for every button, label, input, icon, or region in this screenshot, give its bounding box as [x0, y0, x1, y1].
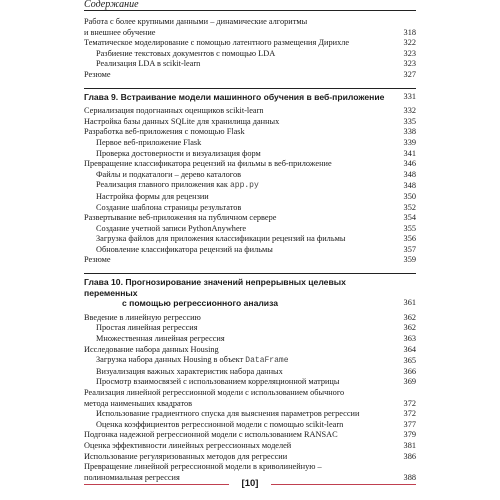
toc-entry-title: Использование регуляризованных методов для регрессии	[84, 451, 288, 461]
toc-entry-title: Настройка формы для рецензии	[96, 191, 209, 201]
toc-entry-page: 327	[403, 69, 416, 79]
toc-entry-page: 388	[403, 472, 416, 482]
toc-entry-title: Настройка базы данных SQLite для хранилища данных	[84, 116, 280, 126]
toc-entry-page: 348	[403, 169, 416, 179]
toc-entry-title: Множественная линейная регрессия	[96, 334, 225, 344]
toc-entry-title: Первое веб-приложение Flask	[96, 137, 202, 147]
toc-entry-title: Обновление классификатора рецензий на фильмы	[96, 244, 273, 254]
toc-entry-page: 322	[403, 38, 416, 48]
toc-entry	[84, 388, 416, 399]
toc-entry-page: 348	[403, 181, 416, 191]
chapter-title-row	[84, 298, 416, 309]
toc-entry	[84, 409, 416, 420]
toc-entry-page: 341	[403, 148, 416, 158]
chapter-page: 361	[403, 298, 416, 308]
toc-entry	[84, 192, 416, 203]
toc-entry	[84, 70, 416, 81]
toc-entry-page: 356	[403, 234, 416, 244]
toc-entry	[84, 170, 416, 181]
toc-entry-title: Реализация главного приложения как	[96, 180, 230, 190]
toc-entry-title: Реализация линейной регрессионной модели с использованием обычного	[84, 388, 345, 397]
toc-entry-page: 354	[403, 213, 416, 223]
toc-entry-page: 339	[403, 137, 416, 147]
toc-entry-page: 372	[403, 409, 416, 419]
chapter-9-heading	[84, 88, 416, 103]
toc-entry	[84, 462, 416, 473]
header-rule	[84, 10, 416, 11]
toc-entry-page: 359	[403, 255, 416, 265]
toc-entry-page: 338	[403, 127, 416, 137]
toc-entry-title: Оценка коэффициентов регрессионной модели с помощью scikit-learn	[96, 419, 344, 429]
toc-entry	[84, 106, 416, 117]
chapter-10-heading	[84, 273, 416, 309]
toc-entry-title: Превращение классификатора рецензий на фильмы в веб-приложение	[84, 159, 332, 169]
toc-entry	[84, 377, 416, 388]
toc-entry-page: 372	[403, 398, 416, 408]
toc-entry-page: 318	[403, 27, 416, 37]
toc-entry-title: Резюме	[84, 255, 111, 265]
toc-entry	[84, 345, 416, 356]
toc-entry-page: 386	[403, 451, 416, 461]
table-of-contents	[84, 17, 416, 483]
toc-entry-title: Использование градиентного спуска для выяснения параметров регрессии	[96, 409, 360, 419]
toc-entry-title: Создание учетной записи PythonAnywhere	[96, 223, 247, 233]
toc-entry	[84, 138, 416, 149]
chapter-title-line1: Глава 10. Прогнозирование значений непрерывных целевых переменных	[84, 277, 346, 298]
chapter-title-line2: с помощью регрессионного анализа	[122, 298, 279, 309]
page-number: [10]	[241, 478, 259, 489]
toc-entry-page: 363	[403, 334, 416, 344]
toc-entry-page: 350	[403, 191, 416, 201]
chapter-rule	[84, 273, 416, 274]
toc-entry-page: 362	[403, 323, 416, 333]
toc-entry-title: Резюме	[84, 69, 111, 79]
toc-entry-title: и внешнее обучение	[84, 27, 156, 37]
toc-entry-title: Сериализация подогнанных оценщиков scikit-learn	[84, 106, 264, 116]
toc-entry	[84, 17, 416, 28]
toc-entry-title: Развертывание веб-приложения на публичном сервере	[84, 213, 277, 223]
toc-section-top	[84, 17, 416, 81]
toc-entry	[84, 49, 416, 60]
toc-entry-page: 323	[403, 59, 416, 69]
toc-entry	[84, 452, 416, 463]
toc-entry-title: метода наименьших квадратов	[84, 398, 193, 408]
toc-entry-title: Файлы и подкаталоги – дерево каталогов	[96, 169, 242, 179]
toc-entry-page: 332	[403, 106, 416, 116]
toc-entry	[84, 334, 416, 345]
toc-entry-page: 346	[403, 159, 416, 169]
toc-entry	[84, 117, 416, 128]
toc-entry-title: Проверка достоверности и визуализация форм	[96, 148, 261, 158]
toc-entry-page: 379	[403, 430, 416, 440]
toc-entry	[84, 38, 416, 49]
toc-entry	[84, 180, 416, 192]
toc-entry-title: Оценка эффективности линейных регрессионных моделей	[84, 440, 292, 450]
chapter-title-row	[84, 92, 416, 103]
toc-entry	[84, 234, 416, 245]
toc-entry-page: 365	[403, 356, 416, 366]
chapter-title: Глава 9. Встраивание модели машинного обучения в веб-приложение	[84, 91, 385, 102]
toc-entry	[84, 28, 416, 39]
toc-entry	[84, 59, 416, 70]
toc-entry-page: 352	[403, 202, 416, 212]
toc-entry-code: app.py	[229, 181, 259, 191]
toc-entry-page: 362	[403, 312, 416, 322]
toc-entry-page: 366	[403, 366, 416, 376]
toc-entry	[84, 245, 416, 256]
chapter-rule	[84, 88, 416, 89]
running-head: Содержание	[84, 0, 139, 10]
toc-entry	[84, 203, 416, 214]
toc-entry	[84, 355, 416, 367]
toc-entry-page: 323	[403, 48, 416, 58]
toc-section-chapter-9	[84, 106, 416, 266]
toc-entry-page: 357	[403, 244, 416, 254]
toc-entry-title: Простая линейная регрессия	[96, 323, 198, 333]
toc-entry	[84, 367, 416, 378]
toc-entry-title: Разработка веб-приложения с помощью Flask	[84, 127, 245, 137]
toc-entry	[84, 255, 416, 266]
toc-entry	[84, 149, 416, 160]
toc-entry-page: 335	[403, 116, 416, 126]
toc-entry-title: Разбиение текстовых документов с помощью LDA	[96, 48, 276, 58]
toc-entry-page: 364	[403, 344, 416, 354]
chapter-title-row	[84, 277, 416, 298]
toc-entry-title: Реализация LDA в scikit-learn	[96, 59, 201, 69]
toc-entry-title: Исследование набора данных Housing	[84, 344, 219, 354]
toc-entry-title: Просмотр взаимосвязей с использованием корреляционной матрицы	[96, 377, 340, 387]
toc-entry	[84, 313, 416, 324]
toc-entry	[84, 441, 416, 452]
toc-entry	[84, 127, 416, 138]
toc-entry-title: Загрузка набора данных Housing в объект	[96, 355, 246, 365]
chapter-page: 331	[403, 91, 416, 101]
toc-entry	[84, 159, 416, 170]
toc-entry	[84, 213, 416, 224]
toc-entry-title: Подгонка надежной регрессионной модели с использованием RANSAC	[84, 430, 338, 440]
footer-rule-right	[271, 484, 416, 485]
toc-entry-page: 355	[403, 223, 416, 233]
toc-entry	[84, 399, 416, 410]
toc-entry-title: Визуализация важных характеристик набора данных	[96, 366, 283, 376]
toc-entry-title: Превращение линейной регрессионной модели в криволинейную –	[84, 462, 322, 472]
toc-entry-title: Создание шаблона страницы результатов	[96, 202, 242, 212]
footer-rule-left	[84, 484, 229, 485]
toc-entry	[84, 420, 416, 431]
toc-entry-page: 377	[403, 419, 416, 429]
toc-section-chapter-10	[84, 313, 416, 484]
toc-entry-title: полиномиальная регрессия	[84, 472, 180, 482]
toc-entry	[84, 323, 416, 334]
toc-entry-title: Работа с более крупными данными – динамические алгоритмы	[84, 17, 308, 26]
toc-entry	[84, 224, 416, 235]
toc-entry-title: Загрузка файлов для приложения классификации рецензий на фильмы	[96, 234, 346, 244]
toc-entry-page: 381	[403, 440, 416, 450]
toc-entry-title: Введение в линейную регрессию	[84, 312, 201, 322]
toc-entry	[84, 430, 416, 441]
toc-entry-page: 369	[403, 377, 416, 387]
toc-entry-code: DataFrame	[245, 356, 289, 366]
toc-entry-title: Тематическое моделирование с помощью латентного размещения Дирихле	[84, 38, 350, 48]
